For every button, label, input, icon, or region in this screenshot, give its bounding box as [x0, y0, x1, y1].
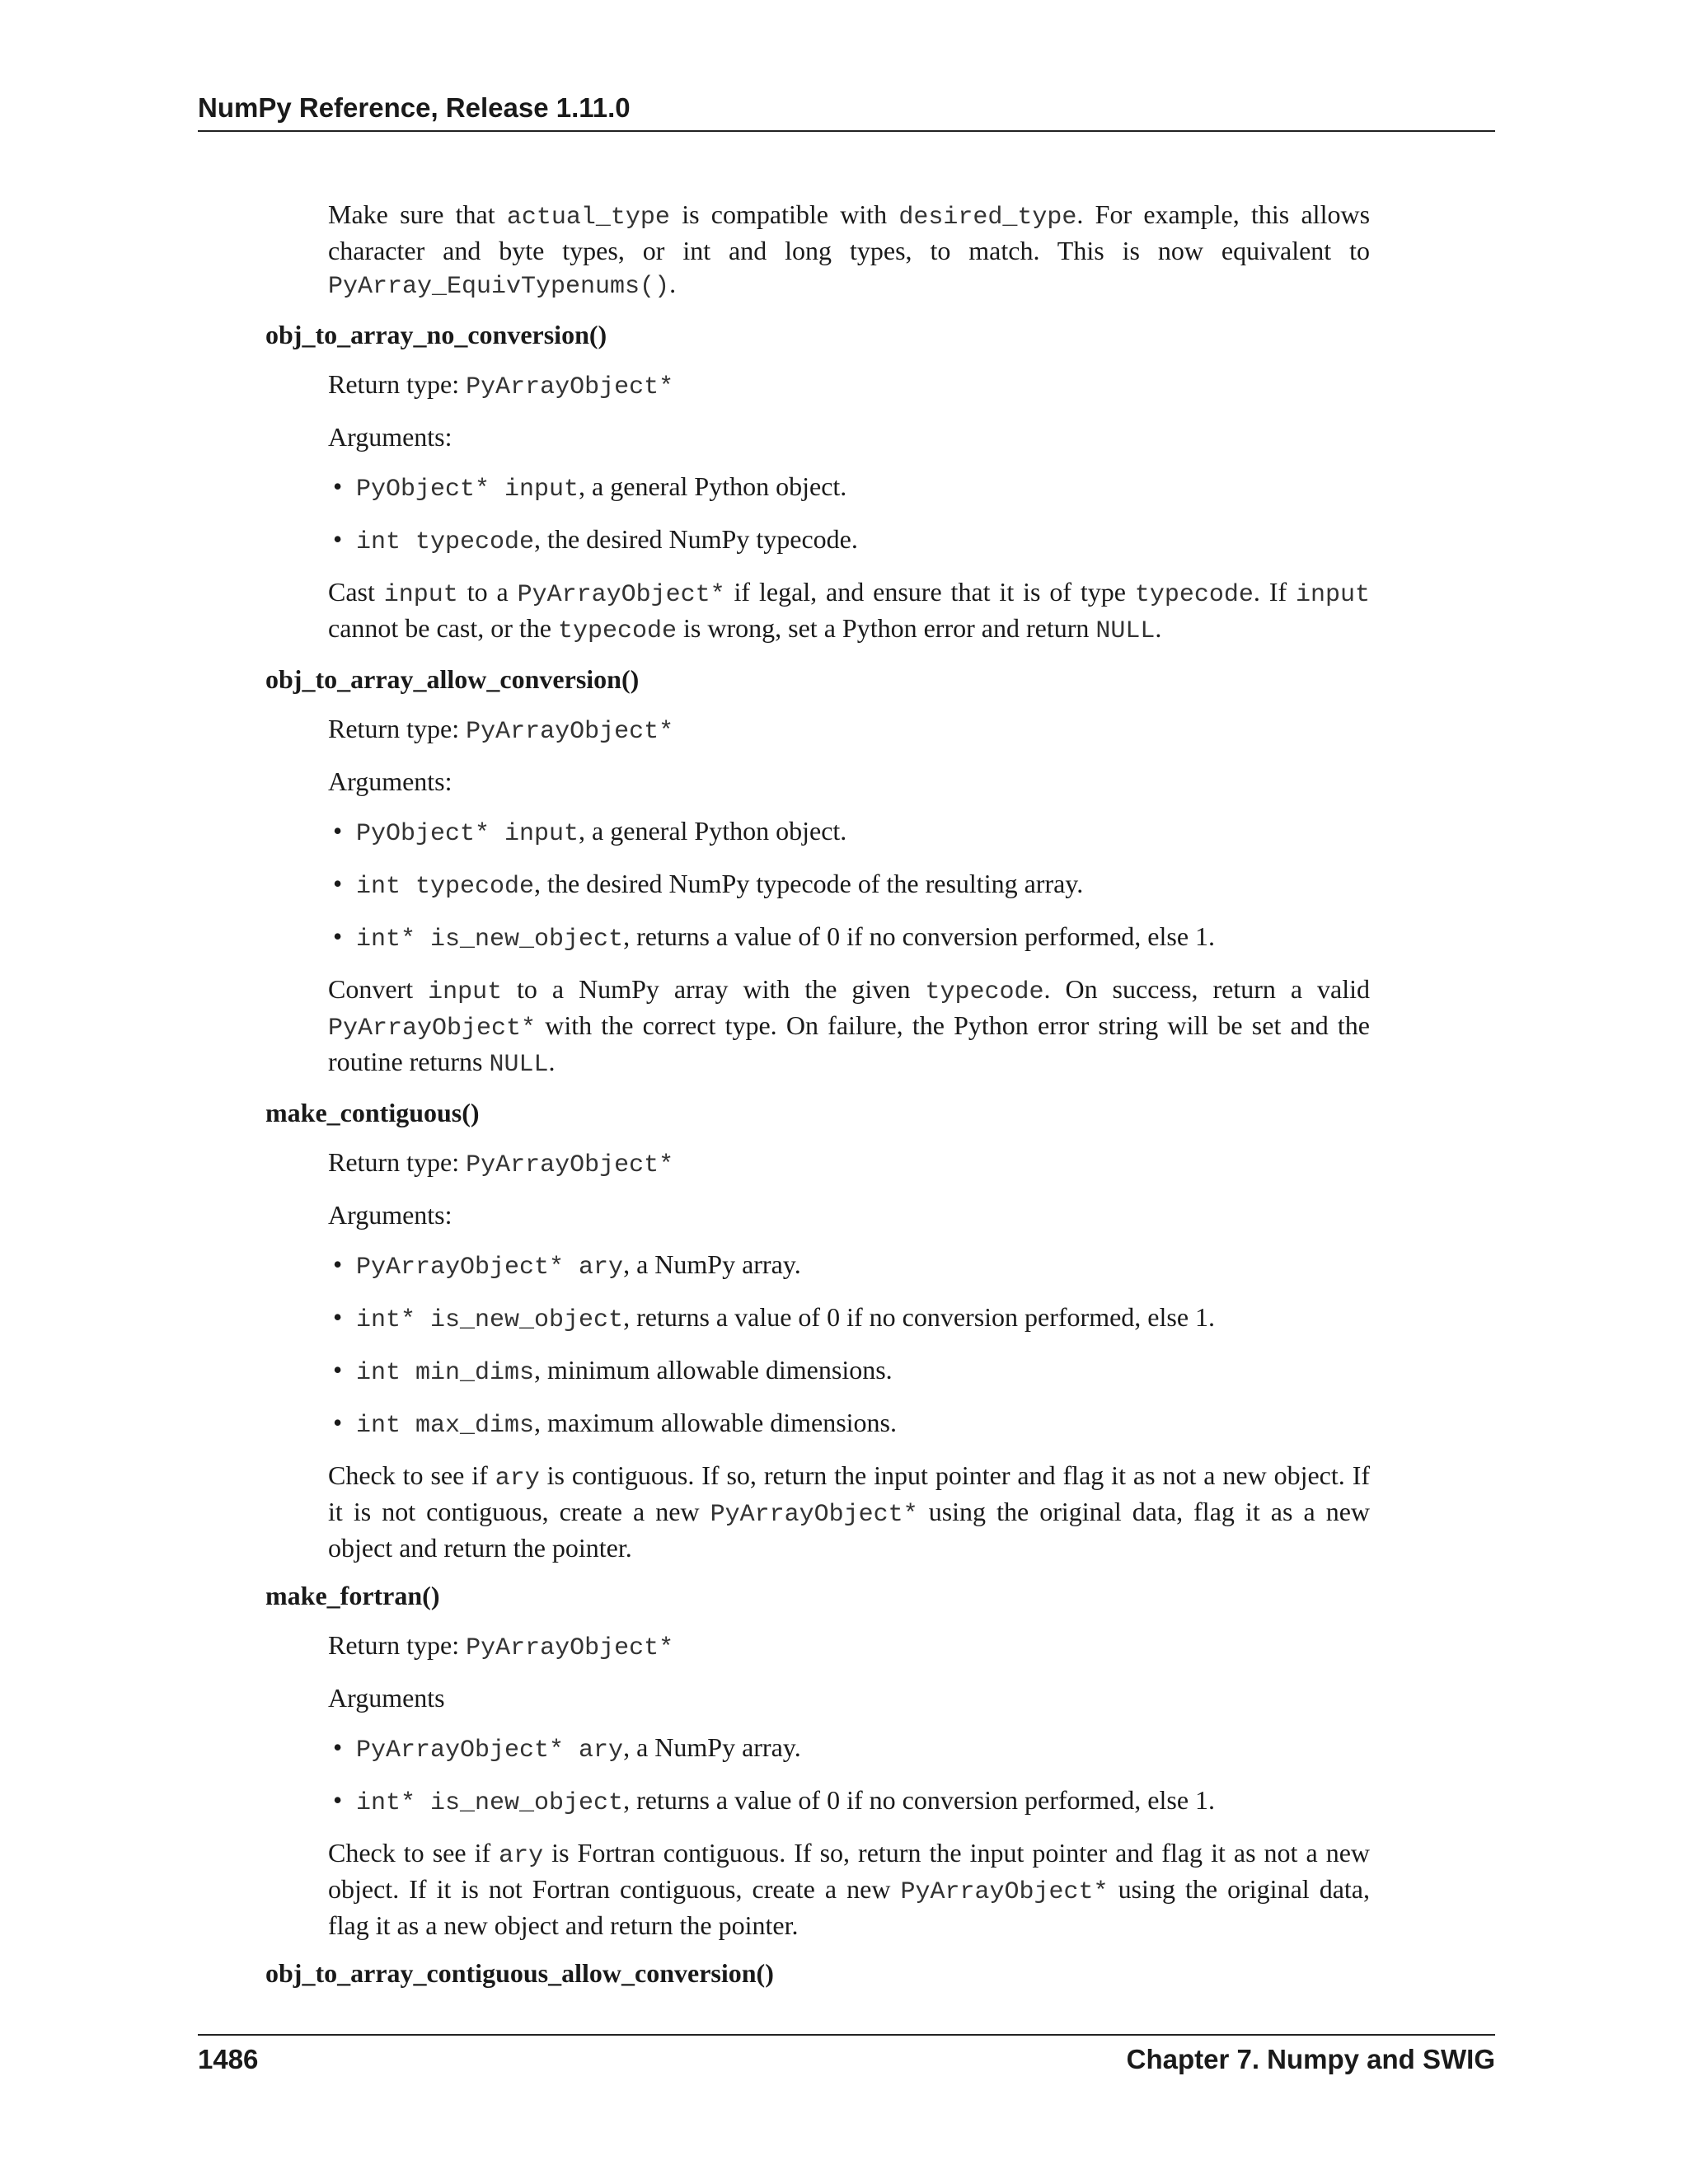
page-content [265, 198, 1370, 2006]
argument-list [265, 470, 1370, 559]
arguments-label: Arguments: [328, 766, 452, 796]
arguments-label: Arguments [328, 1683, 445, 1713]
list-item: • int max_dims, maximum allowable dimensions. [333, 1408, 897, 1440]
running-header: NumPy Reference, Release 1.11.0 [198, 92, 1495, 132]
running-footer [198, 2034, 1495, 2075]
function-heading-obj-to-array-no-conversion: obj_to_array_no_conversion() [265, 320, 607, 349]
list-item: • PyArrayObject* ary, a NumPy array. [333, 1732, 801, 1765]
description-paragraph: Check to see if ary is Fortran contiguous. If so, return the input pointer and flag it as not a new object. If it is not Fortran contiguous, create a new PyArrayObject* using the original data, flag it as a new object and return the pointer. [328, 1838, 1370, 1940]
list-item: • int* is_new_object, returns a value of 0 if no conversion performed, else 1. [333, 1302, 1216, 1334]
arguments-label: Arguments: [328, 422, 452, 452]
list-item: • PyObject* input, a general Python object. [333, 816, 847, 848]
list-item: • PyArrayObject* ary, a NumPy array. [333, 1249, 801, 1282]
function-heading-obj-to-array-allow-conversion: obj_to_array_allow_conversion() [265, 664, 640, 694]
list-item: • PyObject* input, a general Python object. [333, 471, 847, 504]
list-item: • int typecode, the desired NumPy typecode. [333, 524, 858, 556]
return-type-line: Return type: PyArrayObject* [328, 369, 674, 401]
description-paragraph: Check to see if ary is contiguous. If so, return the input pointer and flag it as not a new object. If it is not contiguous, create a new PyArrayObject* using the original data, flag it as a new object and return the pointer. [328, 1460, 1371, 1563]
list-item: • int typecode, the desired NumPy typecode of the resulting array. [333, 869, 1084, 901]
list-item: • int min_dims, minimum allowable dimensions. [333, 1355, 893, 1387]
function-heading-obj-to-array-contiguous-allow-conversion: obj_to_array_contiguous_allow_conversion() [265, 1958, 774, 1988]
argument-list [265, 1248, 1370, 1442]
intro-paragraph: Make sure that actual_type is compatible with desired_type. For example, this allows character and byte types, or int and long types, to match. This is now equivalent to PyArray_EquivTypenums(). [328, 199, 1371, 301]
arguments-label: Arguments: [328, 1200, 452, 1230]
description-paragraph: Convert input to a NumPy array with the given typecode. On success, return a valid PyArrayObject* with the correct type. On failure, the Python error string will be set and the routine returns NULL. [328, 974, 1371, 1079]
page-number: 1486 [198, 2044, 259, 2074]
return-type-line: Return type: PyArrayObject* [328, 1147, 674, 1179]
return-type-line: Return type: PyArrayObject* [328, 714, 674, 746]
function-heading-make-contiguous: make_contiguous() [265, 1098, 480, 1127]
list-item: • int* is_new_object, returns a value of 0 if no conversion performed, else 1. [333, 921, 1216, 954]
return-type-line: Return type: PyArrayObject* [328, 1630, 674, 1662]
chapter-title: Chapter 7. Numpy and SWIG [1126, 2044, 1495, 2074]
argument-list [265, 1731, 1370, 1820]
argument-list [265, 814, 1370, 956]
description-paragraph: Cast input to a PyArrayObject* if legal, and ensure that it is of type typecode. If input cannot be cast, or the typecode is wrong, set a Python error and return NULL. [328, 577, 1371, 645]
list-item: • int* is_new_object, returns a value of 0 if no conversion performed, else 1. [333, 1785, 1216, 1817]
function-heading-make-fortran: make_fortran() [265, 1581, 440, 1610]
